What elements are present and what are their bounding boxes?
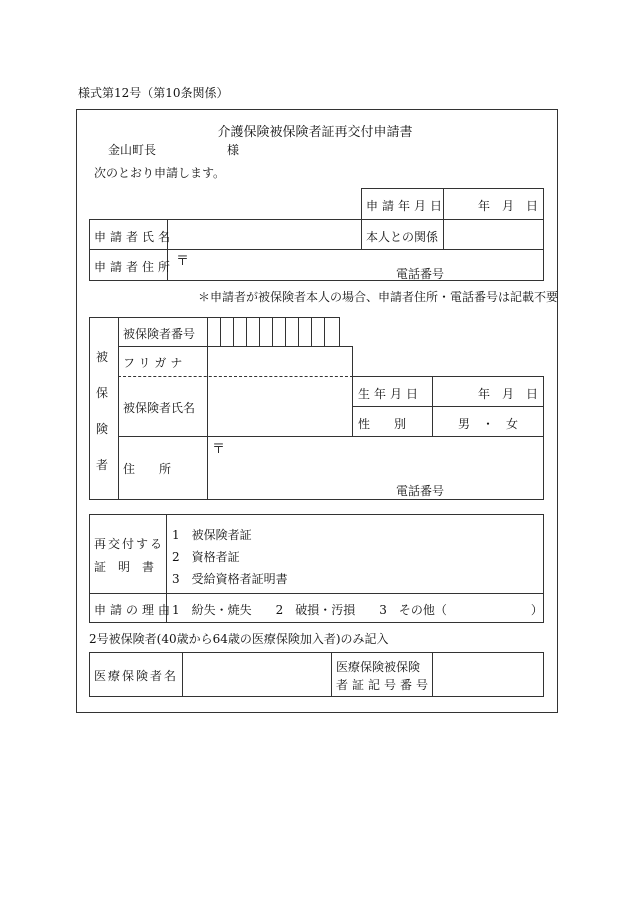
relation-label: 本人との関係 — [366, 230, 439, 244]
form-number: 様式第12号（第10条関係） — [78, 86, 229, 100]
applicant-phone-label: 電話番号 — [396, 267, 445, 281]
reissue-item-1[interactable]: 1 被保険者証 — [172, 528, 252, 542]
insured-postal-mark: 〒 — [212, 442, 226, 457]
insurer-name-label: 医療保険者名 — [94, 669, 179, 683]
insured-side-char-2: 保 — [96, 386, 109, 400]
insured-address-box — [118, 436, 544, 500]
intro-text: 次のとおり申請します。 — [94, 166, 226, 180]
insured-side-char-1: 被 — [96, 350, 109, 364]
insured-name-input[interactable] — [212, 382, 348, 432]
insured-phone-label: 電話番号 — [396, 484, 445, 498]
insured-name-label: 被保険者氏名 — [123, 401, 196, 415]
application-date-value[interactable]: 年 月 日 — [478, 199, 539, 213]
relation-input[interactable] — [448, 226, 538, 246]
insured-side-char-3: 険 — [96, 422, 109, 436]
insurer-name-input[interactable] — [187, 656, 327, 693]
reissue-item-3[interactable]: 3 受給資格者証明書 — [172, 572, 288, 586]
furigana-label: フリガナ — [123, 356, 187, 370]
cert-number-label-1: 医療保険被保険 — [336, 660, 421, 674]
birth-date-label: 生年月日 — [358, 387, 423, 401]
reason-options[interactable]: 1 紛失・焼失 2 破損・汚損 3 その他（ ） — [172, 603, 543, 617]
form-title: 介護保険被保険者証再交付申請書 — [217, 125, 413, 140]
applicant-postal-mark: 〒 — [176, 254, 190, 269]
cert-number-label-2: 者証記号番号 — [336, 678, 433, 692]
applicant-name-input[interactable] — [172, 226, 356, 246]
furigana-input[interactable] — [212, 351, 348, 373]
sex-label: 性 別 — [358, 417, 407, 431]
application-date-label: 申請年月日 — [366, 199, 447, 213]
addressee-name: 金山町長 — [108, 143, 157, 157]
cert-number-input[interactable] — [437, 656, 540, 693]
applicant-address-label: 申請者住所 — [94, 260, 175, 274]
insured-number-input[interactable] — [208, 318, 339, 346]
birth-date-value[interactable]: 年 月 日 — [478, 387, 539, 401]
applicant-note: ＊申請者が被保険者本人の場合、申請者住所・電話番号は記載不要 — [198, 290, 559, 304]
secondary-note: 2号被保険者(40歳から64歳の医療保険加入者)のみ記入 — [89, 632, 389, 646]
reissue-label-line2: 証 明 書 — [94, 560, 155, 574]
reason-label: 申請の理由 — [94, 603, 175, 617]
addressee-honorific: 様 — [227, 143, 240, 157]
sex-value[interactable]: 男 ・ 女 — [458, 417, 519, 431]
insured-side-char-4: 者 — [96, 458, 109, 472]
reissue-label-line1: 再交付する — [94, 537, 165, 551]
insured-address-label: 住 所 — [123, 462, 172, 476]
applicant-name-label: 申請者氏名 — [94, 230, 175, 244]
insured-number-label: 被保険者番号 — [123, 327, 196, 341]
reissue-item-2[interactable]: 2 資格者証 — [172, 550, 240, 564]
